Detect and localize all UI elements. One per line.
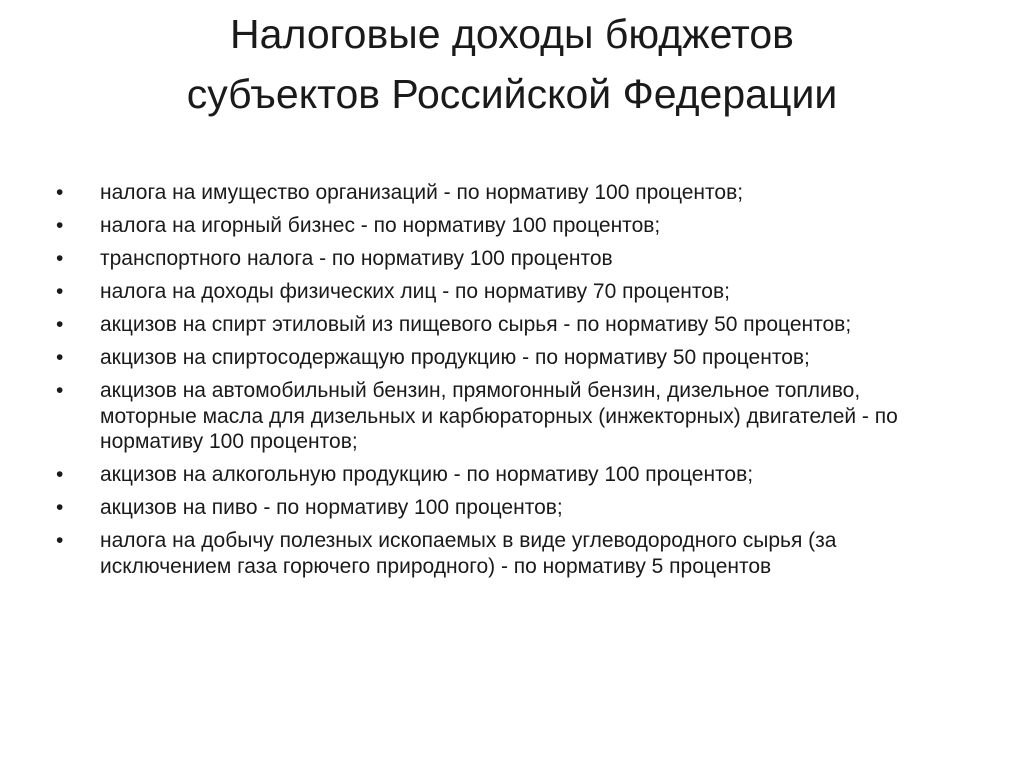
bullet-item xyxy=(56,312,956,338)
bullet-text: транспортного налога - по нормативу 100 процентов xyxy=(100,247,613,270)
bullet-text: акцизов на спиртосодержащую продукцию - по нормативу 50 процентов; xyxy=(100,346,810,369)
slide-title-line-2: субъектов Российской Федерации xyxy=(186,71,838,117)
bullet-marker: • xyxy=(56,346,64,369)
slide-title xyxy=(60,4,964,124)
bullet-marker: • xyxy=(56,463,64,486)
bullet-item xyxy=(56,213,956,239)
bullet-item xyxy=(56,246,956,272)
slide-title-line-1: Налоговые доходы бюджетов xyxy=(230,11,794,57)
bullet-item xyxy=(56,495,956,521)
bullet-marker: • xyxy=(56,313,64,336)
bullet-text: налога на имущество организаций - по нормативу 100 процентов; xyxy=(100,181,744,204)
bullet-text: налога на доходы физических лиц - по нормативу 70 процентов; xyxy=(100,280,730,303)
bullet-text: акцизов на спирт этиловый из пищевого сырья - по нормативу 50 процентов; xyxy=(100,313,852,336)
bullet-item xyxy=(56,180,956,206)
bullet-item xyxy=(56,462,956,488)
bullet-text: акцизов на алкогольную продукцию - по нормативу 100 процентов; xyxy=(100,463,754,486)
bullet-item xyxy=(56,528,956,579)
bullet-text: налога на игорный бизнес - по нормативу 100 процентов; xyxy=(100,214,661,237)
bullet-marker: • xyxy=(56,247,64,270)
bullet-marker: • xyxy=(56,529,64,552)
bullet-text: акцизов на пиво - по нормативу 100 процентов; xyxy=(100,496,563,519)
bullet-text: акцизов на автомобильный бензин, прямогонный бензин, дизельное топливо, моторные масла для дизельных и карбюраторных (инжекторных) двигателей - по нормативу 100 процентов; xyxy=(100,379,898,453)
bullet-item xyxy=(56,378,956,455)
bullet-item xyxy=(56,345,956,371)
bullet-list xyxy=(56,180,956,587)
bullet-text: налога на добычу полезных ископаемых в виде углеводородного сырья (за исключением газа горючего природного) - по нормативу 5 процентов xyxy=(100,529,837,578)
bullet-marker: • xyxy=(56,280,64,303)
bullet-marker: • xyxy=(56,214,64,237)
bullet-marker: • xyxy=(56,181,64,204)
bullet-item xyxy=(56,279,956,305)
bullet-marker: • xyxy=(56,379,64,402)
bullet-marker: • xyxy=(56,496,64,519)
